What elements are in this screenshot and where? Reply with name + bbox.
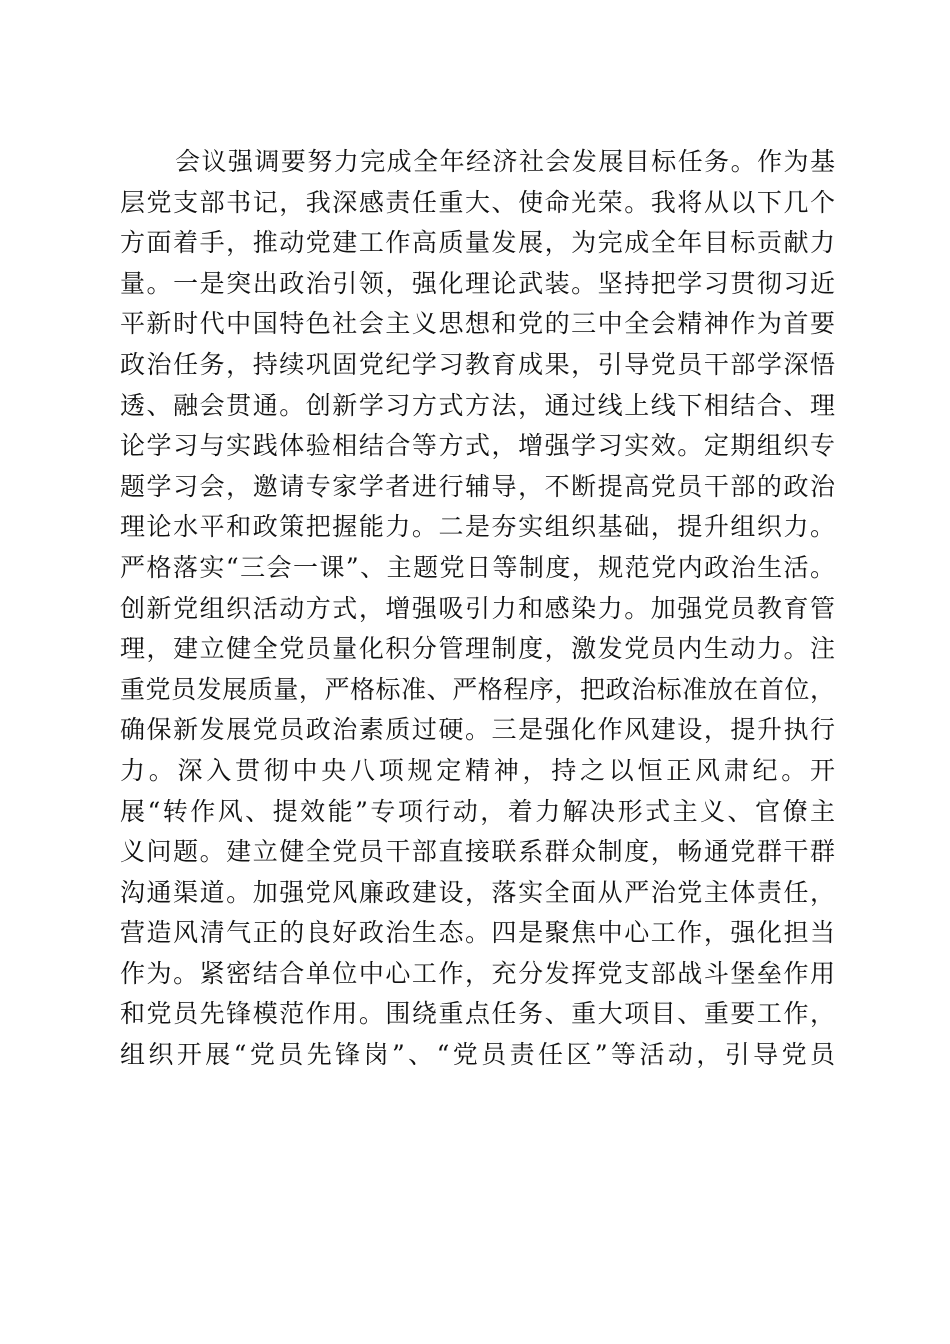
paragraph-line-6: 政治任务，持续巩固党纪学习教育成果，引导党员干部学深悟 [120,349,835,379]
paragraph-line-7: 透、融会贯通。创新学习方式方法，通过线上线下相结合、理 [120,390,835,420]
paragraph-line-15: 确保新发展党员政治素质过硬。三是强化作风建设，提升执行 [120,715,835,745]
paragraph-line-4: 量。一是突出政治引领，强化理论武装。坚持把学习贯彻习近 [120,268,835,298]
paragraph-line-10: 理论水平和政策把握能力。二是夯实组织基础，提升组织力。 [120,512,835,542]
paragraph-line-1: 会议强调要努力完成全年经济社会发展目标任务。作为基 [175,147,835,176]
paragraph-line-21: 作为。紧密结合单位中心工作，充分发挥党支部战斗堡垒作用 [120,958,835,988]
paragraph-line-17: 展“转作风、提效能”专项行动，着力解决形式主义、官僚主 [120,796,835,826]
body-paragraph [120,142,835,1076]
paragraph-line-18: 义问题。建立健全党员干部直接联系群众制度，畅通党群干群 [120,837,835,867]
paragraph-line-23: 组织开展“党员先锋岗”、“党员责任区”等活动，引导党员 [120,1040,835,1070]
paragraph-line-16: 力。深入贯彻中央八项规定精神，持之以恒正风肃纪。开 [120,755,835,785]
paragraph-line-20: 营造风清气正的良好政治生态。四是聚焦中心工作，强化担当 [120,918,835,948]
paragraph-line-22: 和党员先锋模范作用。围绕重点任务、重大项目、重要工作， [120,999,835,1029]
paragraph-line-19: 沟通渠道。加强党风廉政建设，落实全面从严治党主体责任， [120,877,835,907]
paragraph-line-2: 层党支部书记，我深感责任重大、使命光荣。我将从以下几个 [120,187,835,217]
paragraph-line-3: 方面着手，推动党建工作高质量发展，为完成全年目标贡献力 [120,228,835,258]
paragraph-line-8: 论学习与实践体验相结合等方式，增强学习实效。定期组织专 [120,431,835,461]
paragraph-line-5: 平新时代中国特色社会主义思想和党的三中全会精神作为首要 [120,309,835,339]
paragraph-line-14: 重党员发展质量，严格标准、严格程序，把政治标准放在首位， [120,674,835,704]
paragraph-line-11: 严格落实“三会一课”、主题党日等制度，规范党内政治生活。 [120,552,835,582]
paragraph-line-13: 理，建立健全党员量化积分管理制度，激发党员内生动力。注 [120,634,835,664]
paragraph-line-9: 题学习会，邀请专家学者进行辅导，不断提高党员干部的政治 [120,471,835,501]
paragraph-line-12: 创新党组织活动方式，增强吸引力和感染力。加强党员教育管 [120,593,835,623]
